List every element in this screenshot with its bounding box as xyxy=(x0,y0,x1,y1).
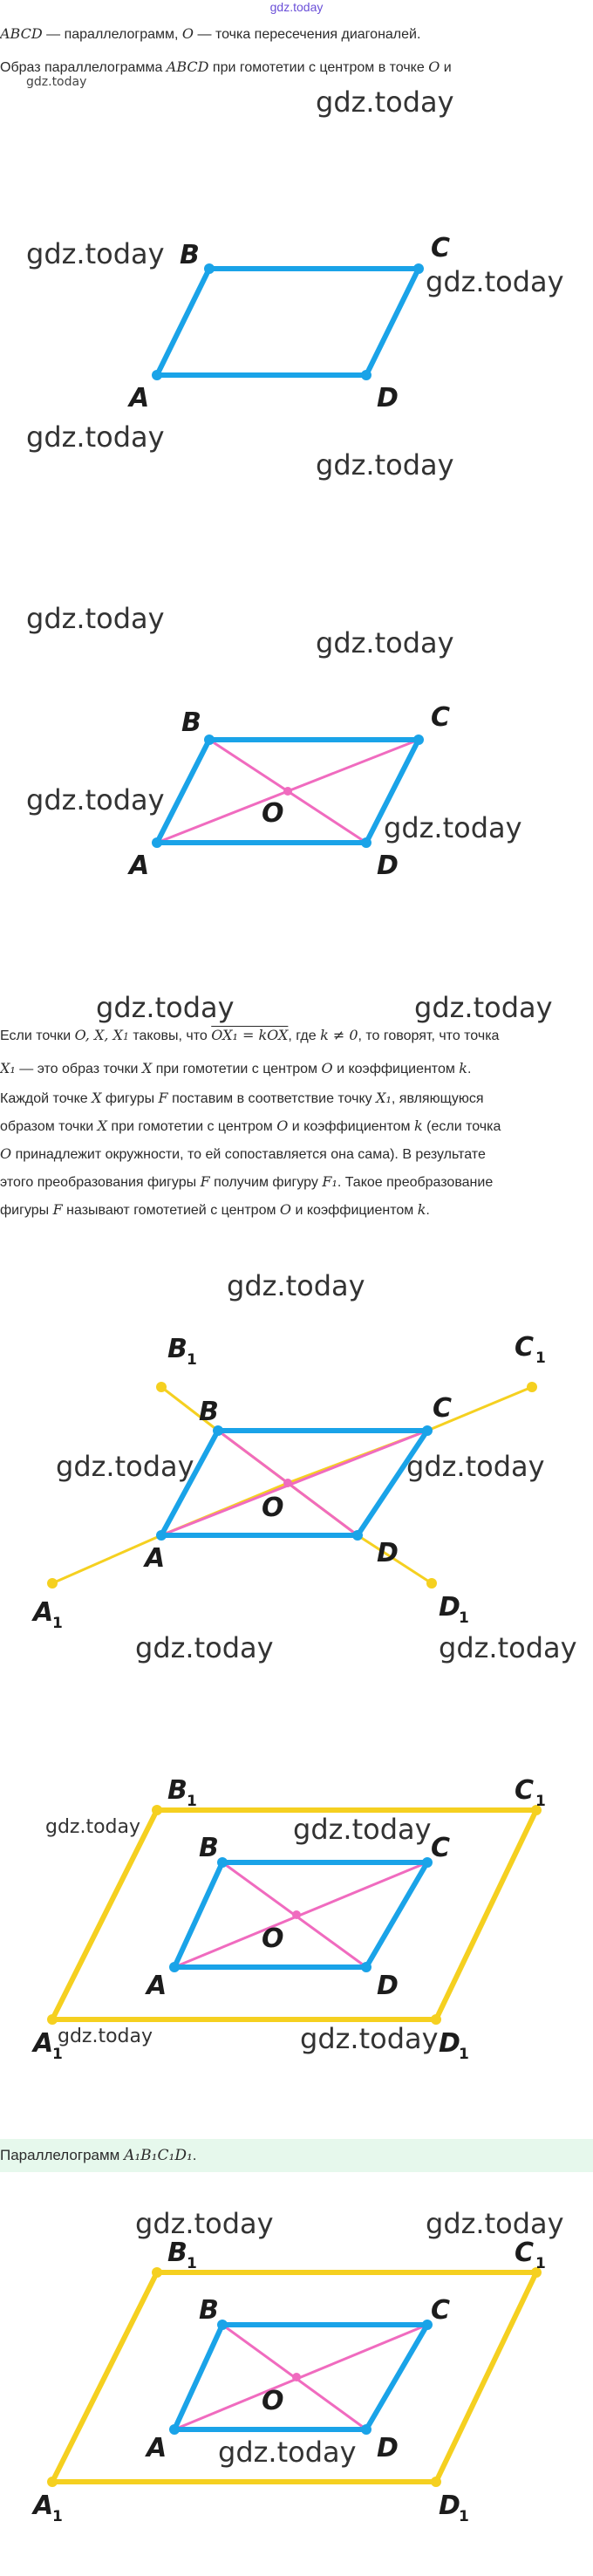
watermark: gdz.today xyxy=(218,2436,357,2469)
point-a xyxy=(152,370,162,380)
math: X₁ xyxy=(0,1060,16,1076)
point-o xyxy=(292,2373,301,2381)
label-b: B xyxy=(199,2295,219,2326)
point-o xyxy=(292,1910,301,1919)
point-a1 xyxy=(47,1578,58,1589)
text: при гомотетии с центром xyxy=(106,1119,277,1134)
point-c xyxy=(413,735,424,745)
point-b xyxy=(204,263,215,274)
point-d xyxy=(361,2424,371,2435)
label-d1: D xyxy=(439,1592,460,1623)
text: , где xyxy=(288,1028,321,1043)
label-a1: A xyxy=(33,1597,54,1628)
watermark: gdz.today xyxy=(135,1631,274,1664)
label-c: C xyxy=(431,2295,451,2326)
label-c: C xyxy=(431,702,451,733)
watermark: gdz.today xyxy=(135,2207,274,2240)
label-o: O xyxy=(262,1493,284,1523)
math-abcd: ABCD xyxy=(166,58,209,75)
text: — это образ точки xyxy=(15,1062,142,1076)
text: и коэффициентом xyxy=(291,1203,418,1218)
definition-line-5 xyxy=(0,1141,486,1168)
label-d: D xyxy=(377,851,399,881)
point-b1 xyxy=(152,1805,162,1815)
label-c1-sub: 1 xyxy=(535,1349,546,1367)
label-c: C xyxy=(431,233,451,263)
point-a1 xyxy=(47,2477,58,2487)
watermark: gdz.today xyxy=(439,1631,577,1664)
point-a xyxy=(169,1962,180,1972)
text: получим фигуру xyxy=(209,1175,323,1190)
label-c1: C xyxy=(515,2238,535,2268)
figure-diagonals xyxy=(0,672,593,881)
label-b: B xyxy=(180,240,200,270)
label-d: D xyxy=(377,2433,399,2463)
watermark: gdz.today xyxy=(26,75,87,89)
math: O, X, X xyxy=(74,1027,123,1043)
watermark: gdz.today xyxy=(316,626,454,659)
label-o: O xyxy=(262,2386,284,2416)
label-d1-sub: 1 xyxy=(459,2046,469,2063)
label-d1: D xyxy=(439,2028,460,2059)
text: называют гомотетией с центром xyxy=(62,1203,280,1218)
watermark: gdz.today xyxy=(384,811,522,844)
math-o: O xyxy=(181,25,194,42)
label-a: A xyxy=(129,383,150,410)
figure-homothety-rays xyxy=(0,1326,593,1640)
math: O xyxy=(0,1145,12,1162)
text: — параллелограмм, xyxy=(42,27,182,42)
text: , являющуюся xyxy=(391,1091,484,1106)
label-a1-sub: 1 xyxy=(52,1615,63,1632)
text: при гомотетии с центром xyxy=(152,1062,322,1076)
text: и коэффициентом xyxy=(332,1062,460,1076)
definition-line-3 xyxy=(0,1085,484,1112)
label-a: A xyxy=(147,2433,167,2463)
answer-banner xyxy=(0,2139,593,2172)
label-b: B xyxy=(199,1397,219,1427)
watermark: gdz.today xyxy=(414,991,553,1024)
point-o xyxy=(283,787,292,796)
diagonal-ac xyxy=(161,1431,427,1535)
text: поставим в соответствие точку xyxy=(167,1091,377,1106)
math: F xyxy=(158,1090,168,1106)
math: O xyxy=(276,1117,289,1134)
text: Каждой точке xyxy=(0,1091,92,1106)
text: при гомотетии с центром в точке xyxy=(208,60,429,75)
math: F xyxy=(52,1201,63,1218)
watermark: gdz.today xyxy=(426,2207,564,2240)
text: фигуры xyxy=(101,1091,159,1106)
label-a1: A xyxy=(33,2491,54,2521)
math: k xyxy=(459,1060,467,1076)
label-b1-sub: 1 xyxy=(187,2255,197,2272)
watermark: gdz.today xyxy=(26,783,165,817)
point-a1 xyxy=(47,2014,58,2025)
math: X xyxy=(141,1060,153,1076)
text: Образ параллелограмма xyxy=(0,60,167,75)
math: X xyxy=(97,1117,107,1134)
watermark: gdz.today xyxy=(26,237,165,270)
math-o: O xyxy=(428,58,440,75)
math: X₁ xyxy=(376,1090,392,1106)
watermark: gdz.today xyxy=(316,448,454,482)
definition-line-1 xyxy=(0,1022,593,1050)
watermark: gdz.today xyxy=(293,1813,432,1846)
text: этого преобразования фигуры xyxy=(0,1175,201,1190)
watermark: gdz.today xyxy=(26,420,165,454)
point-c1 xyxy=(527,1382,537,1392)
label-b1-sub: 1 xyxy=(187,1793,197,1810)
watermark: gdz.today xyxy=(406,1450,545,1483)
label-o: O xyxy=(262,1923,284,1954)
label-c1: C xyxy=(515,1332,535,1363)
answer-end: . xyxy=(192,2147,197,2163)
definition-line-4 xyxy=(0,1113,501,1140)
figure-parallelogram xyxy=(0,201,593,410)
text: (если точка xyxy=(422,1119,501,1134)
watermark: gdz.today xyxy=(45,1816,141,1838)
label-b1: B xyxy=(167,2238,187,2268)
label-a: A xyxy=(145,1543,166,1574)
watermark: gdz.today xyxy=(56,1450,194,1483)
label-c: C xyxy=(433,1393,453,1424)
math-vector-eq: OX₁ = kOX xyxy=(211,1027,289,1043)
math: F xyxy=(200,1173,210,1190)
math-abcd: ABCD xyxy=(0,25,43,42)
watermark: gdz.today xyxy=(58,2026,153,2047)
point-d1 xyxy=(431,2477,441,2487)
text: и коэффициентом xyxy=(288,1119,414,1134)
math: X xyxy=(92,1090,102,1106)
text: 1 xyxy=(122,1031,129,1042)
point-a xyxy=(169,2424,180,2435)
label-o: O xyxy=(262,798,284,829)
math: k xyxy=(417,1201,426,1218)
math: F₁ xyxy=(322,1173,337,1190)
point-b xyxy=(204,735,215,745)
label-a: A xyxy=(147,1971,167,2001)
definition-line-6 xyxy=(0,1169,493,1196)
label-c1: C xyxy=(515,1775,535,1806)
point-b1 xyxy=(156,1382,167,1392)
label-d1-sub: 1 xyxy=(459,2508,469,2525)
point-d xyxy=(352,1530,363,1541)
point-b1 xyxy=(152,2267,162,2278)
point-d xyxy=(361,370,371,380)
math: O xyxy=(279,1201,292,1218)
text: таковы, что xyxy=(128,1028,212,1043)
label-b: B xyxy=(199,1833,219,1863)
answer-math: A₁B₁C₁D₁ xyxy=(124,2147,193,2164)
point-d xyxy=(361,1962,371,1972)
watermark: gdz.today xyxy=(300,2022,439,2055)
parallelogram-abcd xyxy=(157,269,419,375)
label-a: A xyxy=(129,851,150,881)
watermark: gdz.today xyxy=(426,265,564,298)
point-a xyxy=(156,1530,167,1541)
label-d: D xyxy=(377,1538,399,1568)
label-d1-sub: 1 xyxy=(459,1609,469,1627)
watermark: gdz.today xyxy=(96,991,235,1024)
label-c: C xyxy=(431,1833,451,1863)
label-b: B xyxy=(181,707,201,738)
definition-line-2 xyxy=(0,1056,471,1083)
label-d: D xyxy=(377,1971,399,2001)
watermark: gdz.today xyxy=(26,602,165,635)
site-link[interactable]: gdz.today xyxy=(269,0,324,14)
point-o xyxy=(283,1479,292,1487)
label-a1: A xyxy=(33,2028,54,2059)
text: . Такое преобразование xyxy=(337,1175,494,1190)
point-d xyxy=(361,837,371,848)
text: фигуры xyxy=(0,1203,53,1218)
math: O xyxy=(321,1060,333,1076)
point-a xyxy=(152,837,162,848)
text: принадлежит окружности, то ей сопоставляется она сама). В результате xyxy=(11,1147,486,1162)
math: k xyxy=(414,1117,423,1134)
definition-line-7 xyxy=(0,1197,430,1224)
intro-line-1 xyxy=(0,21,420,48)
label-a1-sub: 1 xyxy=(52,2508,63,2525)
watermark: gdz.today xyxy=(227,1269,365,1302)
label-d1: D xyxy=(439,2491,460,2521)
text: . xyxy=(467,1062,472,1076)
label-a1-sub: 1 xyxy=(52,2046,63,2063)
label-b1: B xyxy=(167,1775,187,1806)
label-c1-sub: 1 xyxy=(535,2255,546,2272)
text: — точка пересечения диагоналей. xyxy=(194,27,421,42)
watermark: gdz.today xyxy=(316,85,454,119)
label-b1: B xyxy=(167,1334,187,1364)
math: k ≠ 0 xyxy=(320,1027,358,1043)
label-d: D xyxy=(377,383,399,410)
label-c1-sub: 1 xyxy=(535,1793,546,1810)
answer-text: Параллелограмм xyxy=(0,2147,125,2163)
text: Если точки xyxy=(0,1028,75,1043)
text: . xyxy=(426,1203,430,1218)
text: образом точки xyxy=(0,1119,98,1134)
text: и xyxy=(440,60,452,75)
figure-answer xyxy=(0,2233,593,2565)
point-d1 xyxy=(426,1578,437,1589)
label-b1-sub: 1 xyxy=(187,1351,197,1369)
point-c xyxy=(422,1425,433,1436)
point-c xyxy=(413,263,424,274)
text: , то говорят, что точка xyxy=(358,1028,500,1043)
